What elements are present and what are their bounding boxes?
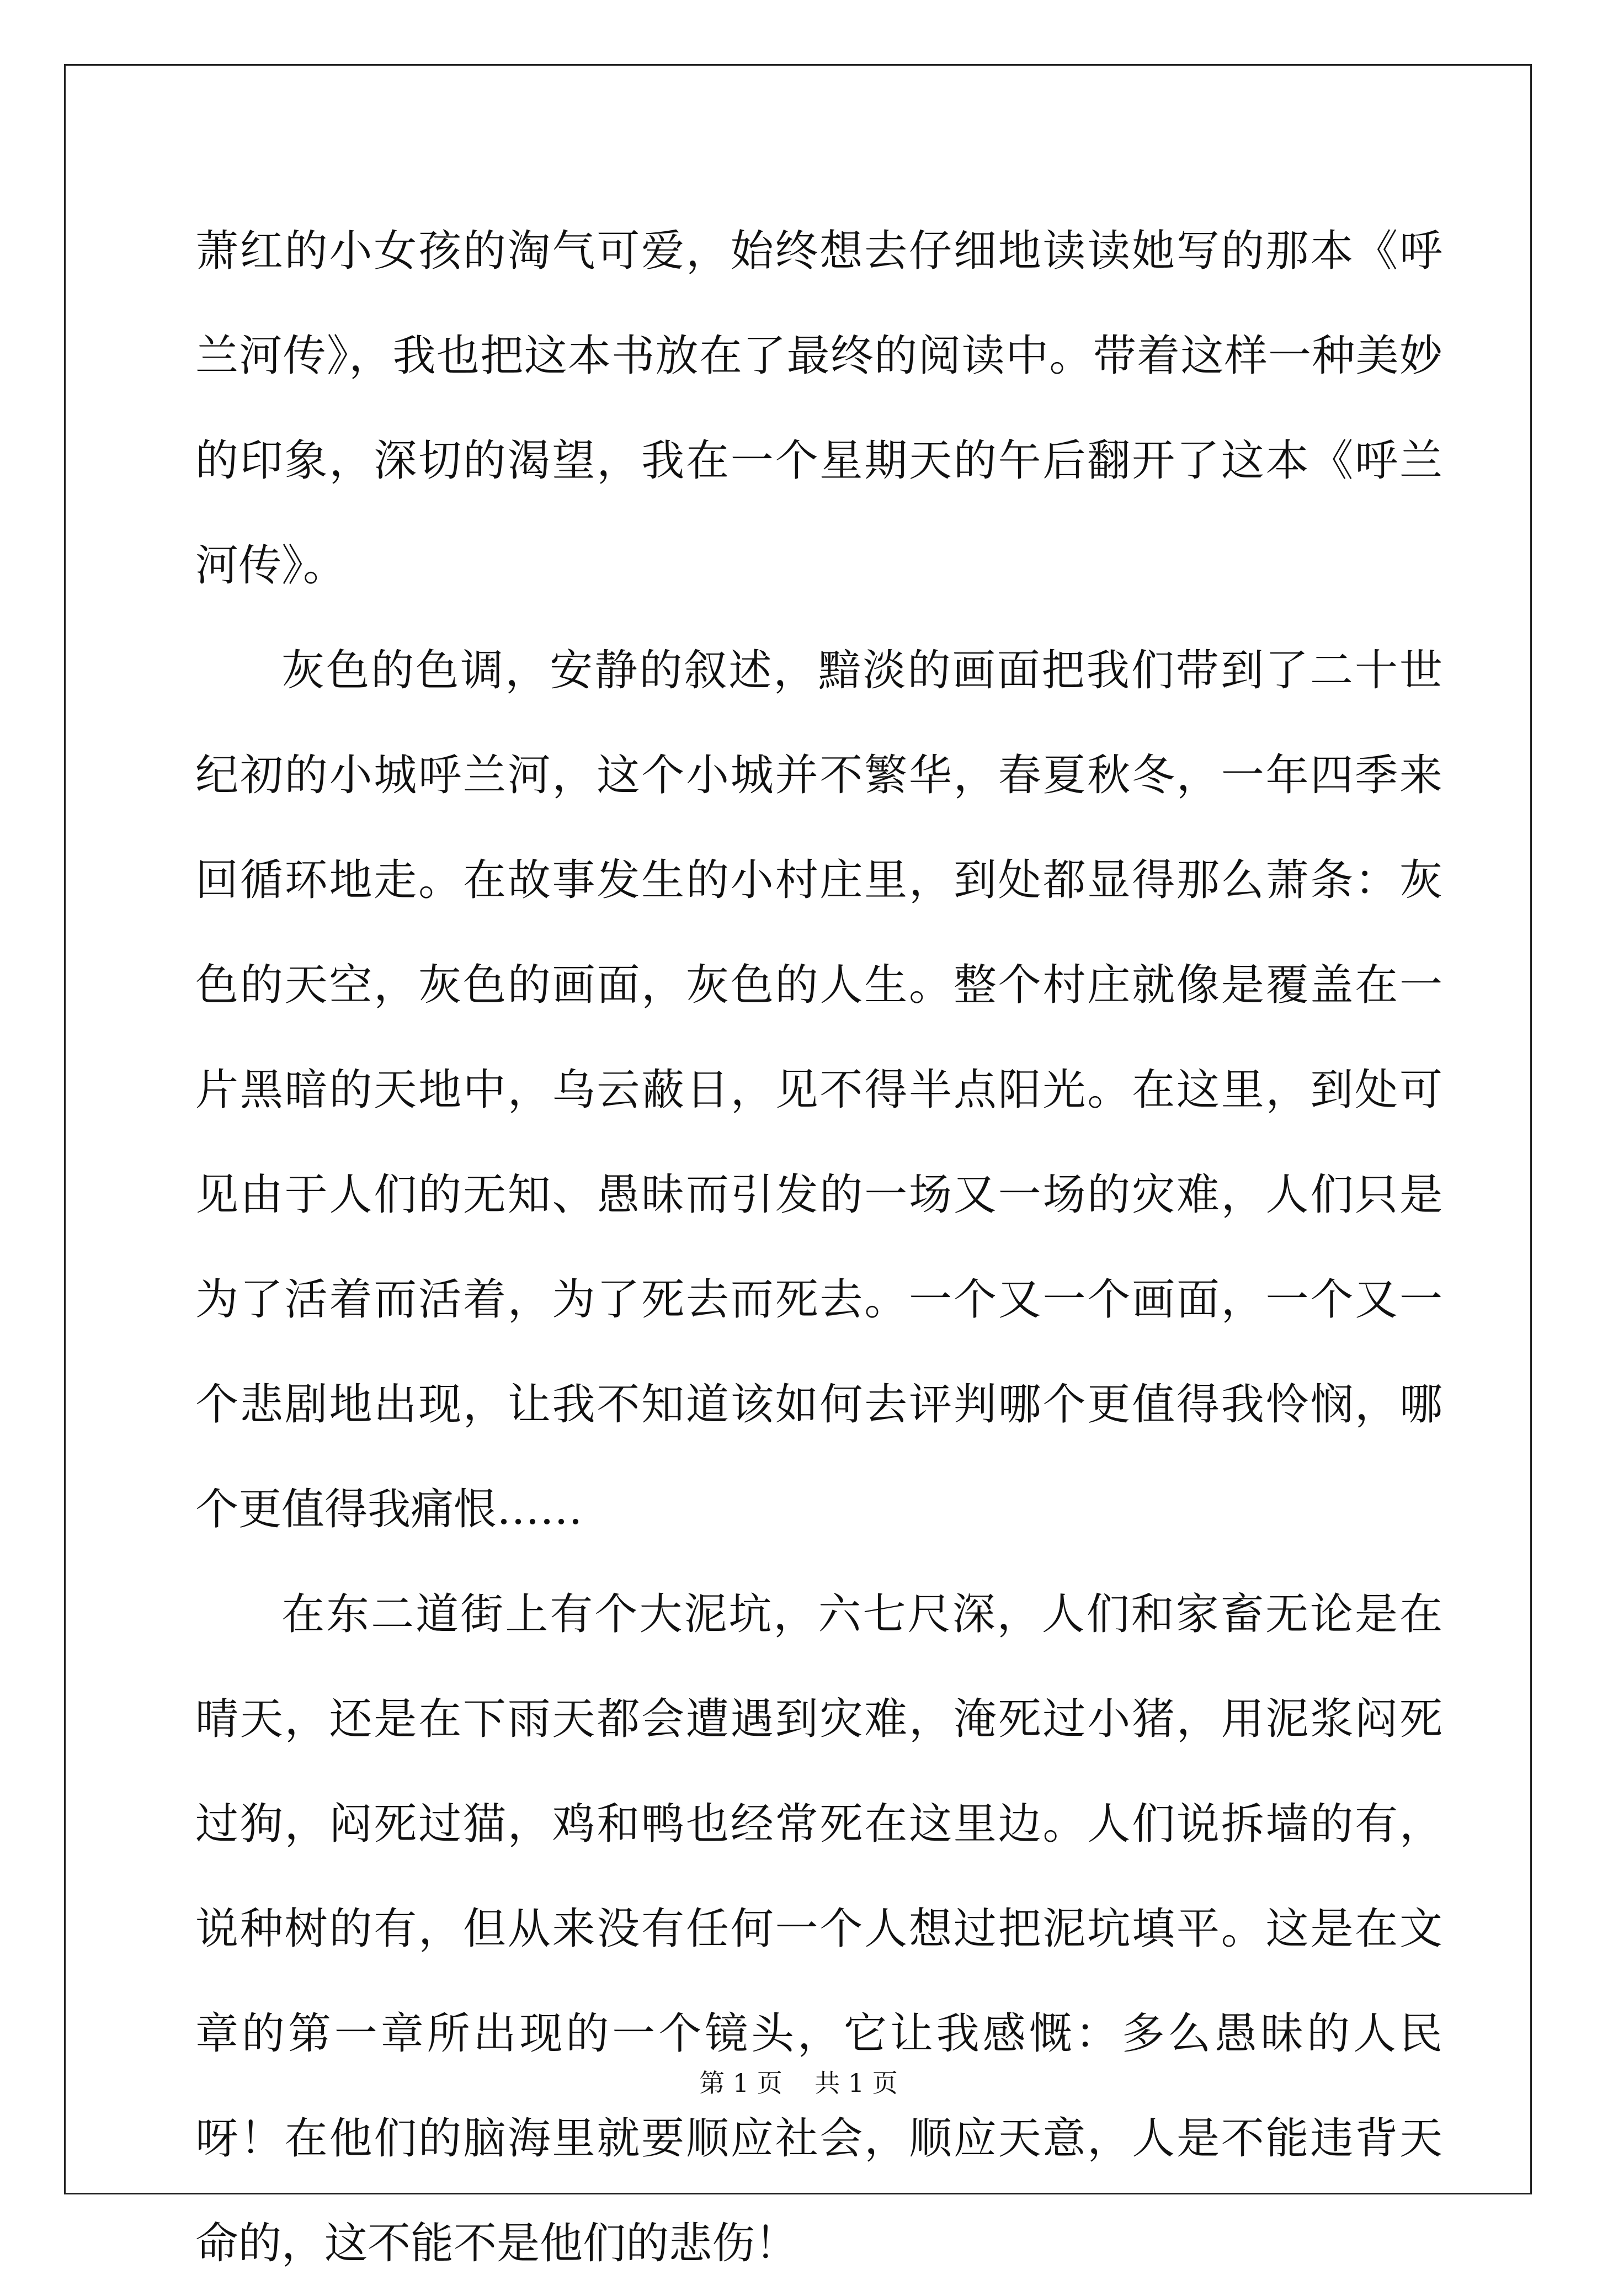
paragraph-1: 萧红的小女孩的淘气可爱，始终想去仔细地读读她写的那本《呼兰河传》，我也把这本书放在了最终的阅读中。带着这样一种美妙的印象，深切的渴望，我在一个星期天的午后翻开了这本《呼兰河传》。 [195,226,1442,591]
paragraph-2: 灰色的色调，安静的叙述，黯淡的画面把我们带到了二十世纪初的小城呼兰河，这个小城并不繁华，春夏秋冬，一年四季来回循环地走。在故事发生的小村庄里，到处都显得那么萧条：灰色的天空，灰色的画面，灰色的人生。整个村庄就像是覆盖在一片黑暗的天地中，乌云蔽日，见不得半点阳光。在这里，到处可见由于人们的无知、愚昧而引发的一场又一场的灾难，人们只是为了活着而活着，为了死去而死去。一个又一个画面，一个又一个悲剧地出现，让我不知道该如何去评判哪个更值得我怜悯，哪个更值得我痛恨…… [195,646,1442,1534]
page-footer: 第 1 页 共 1 页 [699,2068,898,2098]
paragraph-3: 在东二道街上有个大泥坑，六七尺深，人们和家畜无论是在晴天，还是在下雨天都会遭遇到灾难，淹死过小猪，用泥浆闷死过狗，闷死过猫，鸡和鸭也经常死在这里边。人们说拆墙的有，说种树的有，但从来没有任何一个人想过把泥坑填平。这是在文章的第一章所出现的一个镜头，它让我感慨：多么愚昧的人民呀！在他们的脑海里就要顺应社会，顺应天意，人是不能违背天命的，这不能不是他们的悲伤！ [195,1590,1442,2268]
document-body [195,199,1442,2296]
